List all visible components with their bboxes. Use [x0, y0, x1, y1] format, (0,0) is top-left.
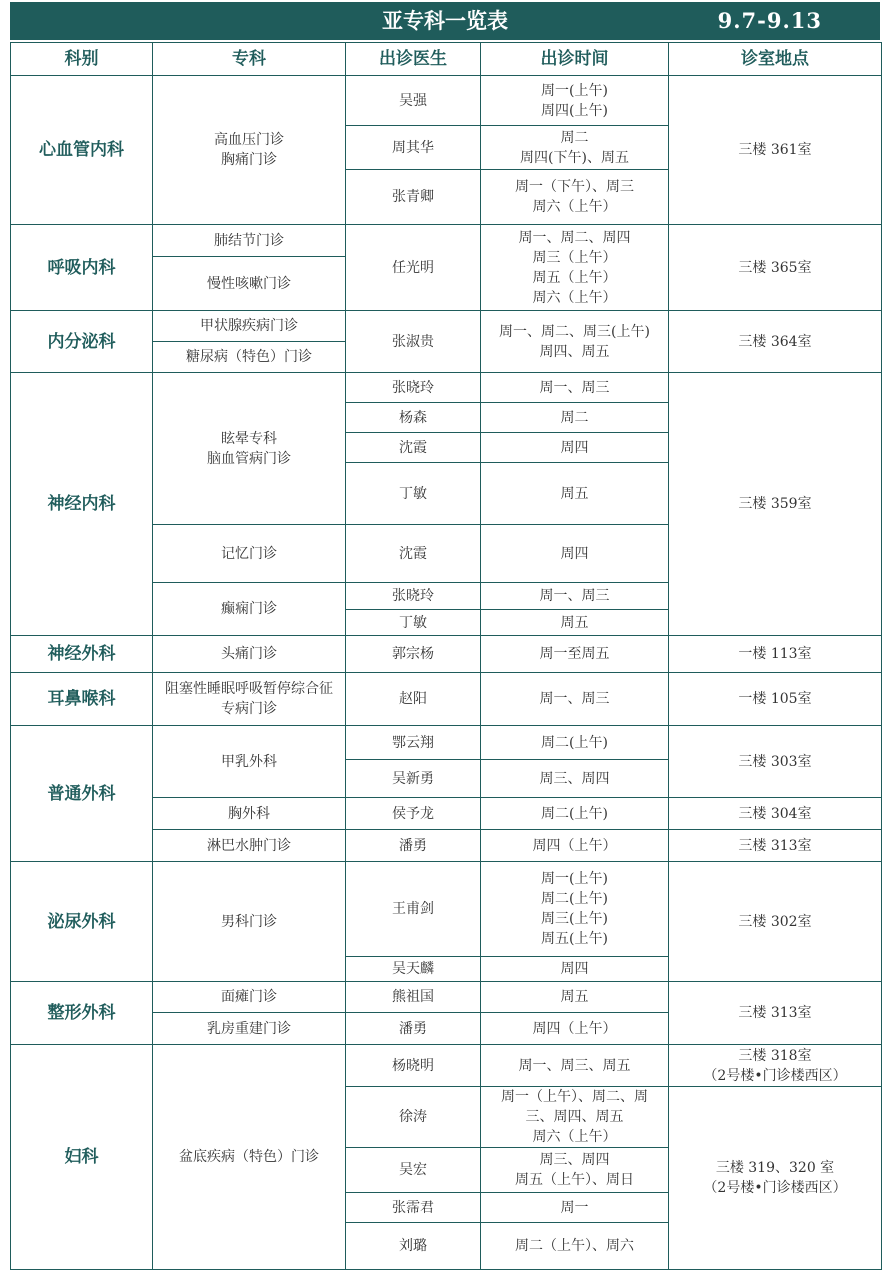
specialty-cell	[153, 1013, 346, 1045]
cell-line: 专病门诊	[221, 701, 277, 717]
room-label: 三楼 318室	[738, 1047, 812, 1064]
specialty-cell	[153, 673, 346, 726]
title-bar	[10, 2, 880, 40]
cell-line: 周四、周五	[539, 343, 610, 360]
cell-line: 头痛门诊	[221, 646, 277, 662]
time-cell	[481, 636, 669, 673]
cell-line: 周四	[560, 961, 589, 977]
time-cell	[481, 1193, 669, 1223]
cell-line: 脑血管病门诊	[207, 450, 291, 467]
room-label: 三楼 361室	[738, 142, 812, 158]
header-cell: 诊室地点	[669, 43, 882, 76]
room-label: 三楼 313室	[738, 837, 812, 854]
cell-line: 甲状腺疾病门诊	[200, 318, 298, 334]
doctor-cell: 徐涛	[346, 1087, 481, 1148]
cell-line: 周二(上午)	[541, 891, 608, 907]
doctor-cell: 吴天麟	[346, 957, 481, 982]
cell-line: 高血压门诊	[214, 132, 284, 148]
cell-line: 周四（上午）	[532, 837, 617, 854]
time-cell	[481, 433, 669, 463]
doctor-cell: 周其华	[346, 126, 481, 170]
cell-line: 周一（下午）、周三	[515, 179, 634, 195]
time-cell	[481, 673, 669, 726]
doctor-cell: 王甫剑	[346, 862, 481, 957]
cell-line: 周二	[560, 129, 589, 146]
cell-line: 癫痫门诊	[221, 601, 277, 617]
specialty-cell	[153, 311, 346, 342]
cell-line: 周六（上午）	[532, 1129, 617, 1145]
cell-line: 肺结节门诊	[214, 232, 284, 249]
department-cell: 内分泌科	[11, 311, 153, 373]
room-label: 一楼 105室	[738, 691, 812, 707]
time-cell	[481, 830, 669, 862]
room-cell	[669, 1087, 882, 1270]
table-row	[11, 225, 882, 257]
cell-line: 周三(上午)	[541, 911, 608, 927]
header-cell: 专科	[153, 43, 346, 76]
specialty-cell	[153, 525, 346, 583]
schedule-table	[10, 42, 882, 1270]
time-cell	[481, 403, 669, 433]
cell-line: 周五(上午)	[541, 931, 608, 947]
table-row	[11, 76, 882, 126]
cell-line: 周四	[560, 545, 589, 562]
cell-line: 周五	[560, 989, 589, 1005]
table-row	[11, 982, 882, 1013]
doctor-cell: 刘璐	[346, 1223, 481, 1270]
room-building: （2号楼•门诊楼西区）	[703, 1180, 847, 1196]
specialty-cell	[153, 583, 346, 636]
specialty-cell	[153, 862, 346, 982]
doctor-cell: 丁敏	[346, 463, 481, 525]
table-row	[11, 673, 882, 726]
doctor-cell: 张青卿	[346, 170, 481, 225]
time-cell	[481, 583, 669, 610]
time-cell	[481, 610, 669, 636]
room-cell	[669, 726, 882, 798]
doctor-cell: 赵阳	[346, 673, 481, 726]
doctor-cell: 张晓玲	[346, 373, 481, 403]
room-label: 三楼 303室	[738, 753, 812, 770]
doctor-cell: 郭宗杨	[346, 636, 481, 673]
cell-line: 慢性咳嗽门诊	[207, 275, 291, 292]
doctor-cell: 鄂云翔	[346, 726, 481, 760]
time-cell	[481, 1148, 669, 1193]
room-cell	[669, 76, 882, 225]
time-cell	[481, 1013, 669, 1045]
doctor-cell: 张淑贵	[346, 311, 481, 373]
table-row	[11, 1045, 882, 1087]
room-label: 三楼 365室	[738, 259, 812, 276]
page-title: 亚专科一览表	[382, 8, 508, 33]
cell-line: 男科门诊	[221, 913, 277, 930]
time-cell	[481, 726, 669, 760]
room-cell	[669, 673, 882, 726]
department-cell: 整形外科	[11, 982, 153, 1045]
time-cell	[481, 862, 669, 957]
room-building: （2号楼•门诊楼西区）	[703, 1067, 847, 1084]
specialty-cell	[153, 257, 346, 311]
cell-line: 周五（上午）	[532, 269, 617, 286]
cell-line: 面瘫门诊	[221, 989, 277, 1005]
room-cell	[669, 373, 882, 636]
cell-line: 周六（上午）	[532, 199, 617, 215]
doctor-cell: 杨森	[346, 403, 481, 433]
room-cell	[669, 830, 882, 862]
specialty-cell	[153, 830, 346, 862]
cell-line: 周二（上午）、周六	[515, 1238, 634, 1254]
doctor-cell: 张霈君	[346, 1193, 481, 1223]
cell-line: 周四(下午)、周五	[520, 149, 629, 166]
department-cell: 神经外科	[11, 636, 153, 673]
specialty-cell	[153, 798, 346, 830]
room-cell	[669, 1045, 882, 1087]
cell-line: 周五（上午）、周日	[515, 1172, 634, 1188]
room-cell	[669, 311, 882, 373]
time-cell	[481, 225, 669, 311]
time-cell	[481, 1223, 669, 1270]
cell-line: 记忆门诊	[221, 545, 277, 562]
specialty-cell	[153, 1045, 346, 1270]
room-label: 三楼 304室	[738, 805, 812, 822]
doctor-cell: 吴宏	[346, 1148, 481, 1193]
room-label: 一楼 113室	[738, 646, 812, 662]
cell-line: 周三、周四	[539, 770, 610, 787]
doctor-cell: 沈霞	[346, 433, 481, 463]
cell-line: 淋巴水肿门诊	[207, 837, 291, 854]
cell-line: 周四(上午)	[541, 102, 608, 119]
time-cell	[481, 1045, 669, 1087]
cell-line: 周一、周三	[539, 588, 610, 604]
date-range: 9.7-9.13	[717, 8, 822, 33]
specialty-cell	[153, 726, 346, 798]
room-label: 三楼 313室	[738, 1005, 812, 1021]
header-cell: 科别	[11, 43, 153, 76]
time-cell	[481, 76, 669, 126]
cell-line: 周二(上午)	[541, 734, 608, 751]
cell-line: 周三（上午）	[532, 249, 617, 266]
cell-line: 周四（上午）	[532, 1020, 617, 1037]
cell-line: 周四	[560, 439, 589, 456]
cell-line: 周一(上午)	[541, 871, 608, 887]
doctor-cell: 吴强	[346, 76, 481, 126]
cell-line: 周一、周三	[539, 379, 610, 396]
room-cell	[669, 798, 882, 830]
room-cell	[669, 982, 882, 1045]
time-cell	[481, 126, 669, 170]
cell-line: 乳房重建门诊	[207, 1020, 291, 1037]
department-cell: 呼吸内科	[11, 225, 153, 311]
cell-line: 甲乳外科	[221, 753, 277, 770]
room-label: 三楼 359室	[738, 496, 812, 512]
department-cell: 心血管内科	[11, 76, 153, 225]
doctor-cell: 杨晓明	[346, 1045, 481, 1087]
time-cell	[481, 170, 669, 225]
header-cell: 出诊时间	[481, 43, 669, 76]
table-row	[11, 726, 882, 760]
department-cell: 妇科	[11, 1045, 153, 1270]
time-cell	[481, 311, 669, 373]
time-cell	[481, 798, 669, 830]
cell-line: 周一	[560, 1199, 589, 1216]
cell-line: 周一(上午)	[541, 82, 608, 99]
time-cell	[481, 463, 669, 525]
table-row	[11, 373, 882, 403]
cell-line: 糖尿病（特色）门诊	[186, 349, 312, 365]
specialty-cell	[153, 636, 346, 673]
cell-line: 周五	[560, 485, 589, 502]
room-label: 三楼 364室	[738, 333, 812, 350]
specialty-cell	[153, 225, 346, 257]
cell-line: 胸痛门诊	[221, 152, 277, 168]
cell-line: 周三、周四	[539, 1152, 610, 1168]
cell-line: 周二	[560, 409, 589, 426]
cell-line: 周五	[560, 614, 589, 631]
cell-line: 周一、周三、周五	[518, 1057, 631, 1074]
table-row	[11, 862, 882, 957]
department-cell: 耳鼻喉科	[11, 673, 153, 726]
header-cell: 出诊医生	[346, 43, 481, 76]
cell-line: 周一、周二、周三(上午)	[499, 323, 650, 340]
time-cell	[481, 525, 669, 583]
time-cell	[481, 1087, 669, 1148]
time-cell	[481, 373, 669, 403]
doctor-cell: 潘勇	[346, 830, 481, 862]
cell-line: 胸外科	[228, 805, 270, 822]
specialty-cell	[153, 373, 346, 525]
department-cell: 泌尿外科	[11, 862, 153, 982]
time-cell	[481, 982, 669, 1013]
room-cell	[669, 225, 882, 311]
specialty-cell	[153, 982, 346, 1013]
doctor-cell: 吴新勇	[346, 760, 481, 798]
department-cell: 神经内科	[11, 373, 153, 636]
table-row	[11, 636, 882, 673]
room-cell	[669, 862, 882, 982]
cell-line: 三、周四、周五	[525, 1109, 624, 1125]
cell-line: 盆底疾病（特色）门诊	[179, 1149, 319, 1165]
doctor-cell: 潘勇	[346, 1013, 481, 1045]
room-cell	[669, 636, 882, 673]
cell-line: 阻塞性睡眠呼吸暂停综合征	[165, 681, 333, 697]
doctor-cell: 沈霞	[346, 525, 481, 583]
department-cell: 普通外科	[11, 726, 153, 862]
time-cell	[481, 957, 669, 982]
cell-line: 周一、周二、周四	[518, 229, 631, 246]
doctor-cell: 张晓玲	[346, 583, 481, 610]
doctor-cell: 侯予龙	[346, 798, 481, 830]
doctor-cell: 任光明	[346, 225, 481, 311]
specialty-cell	[153, 76, 346, 225]
cell-line: 周一至周五	[539, 646, 610, 662]
cell-line: 周一、周三	[539, 691, 610, 707]
room-label: 三楼 319、320 室	[715, 1160, 835, 1176]
doctor-cell: 熊祖国	[346, 982, 481, 1013]
cell-line: 周一（上午）、周二、周	[501, 1089, 648, 1105]
cell-line: 周六（上午）	[532, 289, 617, 306]
specialty-cell	[153, 342, 346, 373]
doctor-cell: 丁敏	[346, 610, 481, 636]
cell-line: 周二(上午)	[541, 805, 608, 822]
time-cell	[481, 760, 669, 798]
cell-line: 眩晕专科	[221, 430, 277, 447]
room-label: 三楼 302室	[738, 913, 812, 930]
table-row	[11, 311, 882, 342]
